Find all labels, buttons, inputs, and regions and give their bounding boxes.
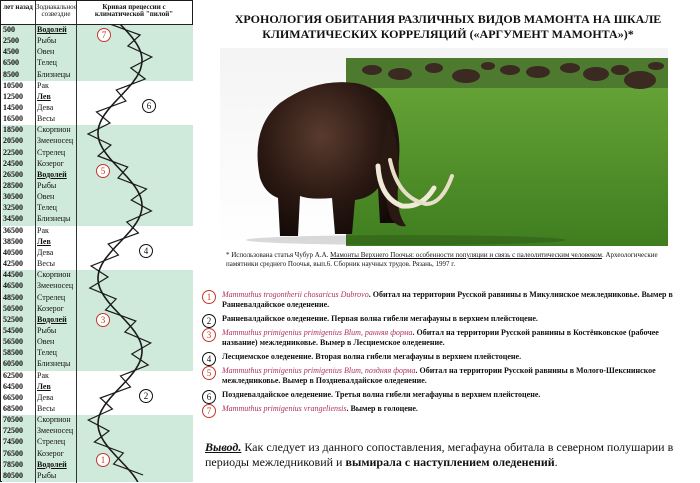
- item-number: 3: [202, 328, 216, 342]
- row-year: 68500: [3, 403, 23, 413]
- row-zodiac-sign: Водолей: [37, 169, 67, 179]
- row-year: 16500: [3, 114, 23, 124]
- period-item: [200, 366, 695, 386]
- row-zodiac-sign: Дева: [37, 103, 54, 113]
- item-number: 1: [202, 290, 216, 304]
- row-year: 12500: [3, 91, 23, 101]
- note-article-title: Мамонты Верхнего Поочья: особенности популяции и связь с палеолитическим человеком: [330, 251, 602, 259]
- row-zodiac-sign: Рыбы: [37, 325, 57, 335]
- header-zodiac: Зодиакальное созвездие: [36, 3, 77, 18]
- row-year: 38500: [3, 236, 23, 246]
- row-zodiac-sign: Водолей: [37, 25, 67, 34]
- row-year: 10500: [3, 80, 23, 90]
- row-zodiac-sign: Водолей: [37, 459, 67, 469]
- row-zodiac-sign: Лев: [37, 381, 51, 391]
- row-year: 54500: [3, 325, 23, 335]
- row-year: 2500: [3, 36, 19, 46]
- row-year: 28500: [3, 181, 23, 191]
- period-item: [200, 390, 695, 400]
- row-zodiac-sign: Лев: [37, 236, 51, 246]
- row-zodiac-sign: Лев: [37, 91, 51, 101]
- row-year: 78500: [3, 459, 23, 469]
- row-zodiac-sign: Козерог: [37, 448, 64, 458]
- item-number: 4: [202, 352, 216, 366]
- row-year: 74500: [3, 437, 23, 447]
- row-zodiac-sign: Змееносец: [37, 136, 74, 146]
- row-year: 58500: [3, 348, 23, 358]
- row-year: 36500: [3, 225, 23, 235]
- conclusion-end: .: [554, 455, 558, 469]
- note-prefix: * Использована статья Чубур А.А.: [226, 251, 331, 259]
- row-zodiac-sign: Весы: [37, 114, 56, 124]
- period-item: [200, 314, 695, 324]
- row-zodiac-sign: Близнецы: [37, 69, 71, 79]
- row-year: 34500: [3, 214, 23, 224]
- row-year: 80500: [3, 470, 23, 480]
- page-title: ХРОНОЛОГИЯ ОБИТАНИЯ РАЗЛИЧНЫХ ВИДОВ МАМОНТА НА ШКАЛЕ КЛИМАТИЧЕСКИХ КОРРЕЛЯЦИЙ («АРГУМЕНТ МАМОНТА»)*: [234, 12, 662, 41]
- precession-curve: [75, 24, 193, 482]
- row-year: 26500: [3, 169, 23, 179]
- item-text: . Вымер в голоцене.: [346, 404, 418, 413]
- row-year: 60500: [3, 359, 23, 369]
- row-year: 6500: [3, 58, 19, 68]
- item-text: Лесциемское оледенение. Вторая волна гибели мегафауны в верхнем плейстоцене.: [222, 352, 522, 361]
- period-item: [200, 290, 695, 310]
- item-latin-name: Mammuthus trogontherii chosaricus Dubrovo: [222, 290, 369, 299]
- row-zodiac-sign: Рыбы: [37, 181, 57, 191]
- row-zodiac-sign: Весы: [37, 259, 56, 269]
- column-divider: [35, 1, 36, 483]
- row-year: 8500: [3, 69, 19, 79]
- row-zodiac-sign: Рак: [37, 80, 49, 90]
- row-year: 66500: [3, 392, 23, 402]
- row-zodiac-sign: Овен: [37, 337, 55, 347]
- row-zodiac-sign: Козерог: [37, 303, 64, 313]
- period-marker: 5: [96, 164, 110, 178]
- note-suffix: . Археологические памятники среднего Поочья, вып.6. Сборник научных трудов. Рязань, 1997 г.: [226, 251, 658, 268]
- row-zodiac-sign: Рыбы: [37, 36, 57, 46]
- row-year: 500: [3, 25, 15, 34]
- row-zodiac-sign: Козерог: [37, 158, 64, 168]
- row-zodiac-sign: Скорпион: [37, 125, 71, 135]
- item-text: . Обитал на территории Русской равнины в Молого-Шекснинское межледниковье. Вымер в Поздневалдайское оледенение.: [222, 366, 656, 385]
- row-zodiac-sign: Овен: [37, 47, 55, 57]
- row-year: 62500: [3, 370, 23, 380]
- row-year: 4500: [3, 47, 19, 57]
- item-text: . Обитал на территории Русской равнины в Микулинское межледниковье. Вымер в Ранневалдайское оледенение.: [222, 290, 673, 309]
- row-zodiac-sign: Рак: [37, 225, 49, 235]
- row-zodiac-sign: Близнецы: [37, 214, 71, 224]
- row-zodiac-sign: Телец: [37, 348, 57, 358]
- row-zodiac-sign: Телец: [37, 58, 57, 68]
- conclusion-emphasis: вымирала с наступлением оледенений: [345, 455, 555, 469]
- conclusion-label: Вывод.: [205, 440, 242, 454]
- timeline-table: [0, 0, 193, 482]
- period-marker: 4: [139, 244, 153, 258]
- row-year: 76500: [3, 448, 23, 458]
- row-zodiac-sign: Близнецы: [37, 359, 71, 369]
- mammoth-photo: [220, 48, 668, 246]
- period-item: [200, 328, 695, 348]
- item-number: 7: [202, 404, 216, 418]
- item-latin-name: Mammuthus primigenius primigenius Blum, поздняя форма: [222, 366, 416, 375]
- row-year: 32500: [3, 203, 23, 213]
- row-zodiac-sign: Змееносец: [37, 281, 74, 291]
- row-year: 20500: [3, 136, 23, 146]
- header-curve: Кривая прецессии с климатической "пилой": [94, 3, 174, 18]
- header-years: лет назад: [3, 3, 33, 11]
- row-zodiac-sign: Скорпион: [37, 415, 71, 425]
- row-year: 70500: [3, 415, 23, 425]
- item-text: Ранневалдайское оледенение. Первая волна гибели мегафауны в верхнем плейстоцене.: [222, 314, 538, 323]
- period-marker: 2: [139, 389, 153, 403]
- item-latin-name: Mammuthus primigenius primigenius Blum, ранняя форма: [222, 328, 413, 337]
- row-zodiac-sign: Овен: [37, 192, 55, 202]
- row-year: 46500: [3, 281, 23, 291]
- row-year: 22500: [3, 147, 23, 157]
- row-year: 18500: [3, 125, 23, 135]
- item-number: 6: [202, 390, 216, 404]
- item-latin-name: Mammuthus primigenius vrangeliensis: [222, 404, 347, 413]
- source-footnote: [226, 251, 686, 269]
- row-year: 72500: [3, 426, 23, 436]
- row-zodiac-sign: Телец: [37, 203, 57, 213]
- row-year: 24500: [3, 158, 23, 168]
- conclusion: [205, 440, 695, 470]
- table-header: [1, 1, 192, 25]
- row-year: 30500: [3, 192, 23, 202]
- row-zodiac-sign: Змееносец: [37, 426, 74, 436]
- period-list: [200, 290, 695, 418]
- period-marker: 1: [96, 453, 110, 467]
- row-zodiac-sign: Стрелец: [37, 292, 66, 302]
- period-marker: 7: [97, 28, 111, 42]
- item-text: Поздневалдайское оледенение. Третья волна гибели мегафауны в верхнем плейстоцене.: [222, 390, 541, 399]
- row-year: 40500: [3, 247, 23, 257]
- row-zodiac-sign: Стрелец: [37, 437, 66, 447]
- row-year: 52500: [3, 314, 23, 324]
- sine-wave: [98, 24, 142, 482]
- row-year: 14500: [3, 103, 23, 113]
- item-text: . Обитал на территории Русской равнины в Костёнковское (рабочее название) межледниковье. Вымер в Лесциемское оледенение.: [222, 328, 659, 347]
- row-zodiac-sign: Рак: [37, 370, 49, 380]
- conclusion-text: Как следует из данного сопоставления, мегафауна обитала в северном полушарии в периоды межледниковий и: [205, 440, 674, 469]
- item-number: 2: [202, 314, 216, 328]
- row-zodiac-sign: Скорпион: [37, 270, 71, 280]
- period-item: [200, 404, 695, 414]
- row-year: 56500: [3, 337, 23, 347]
- row-zodiac-sign: Рыбы: [37, 470, 57, 480]
- row-year: 64500: [3, 381, 23, 391]
- period-item: [200, 352, 695, 362]
- row-zodiac-sign: Весы: [37, 403, 56, 413]
- row-year: 44500: [3, 270, 23, 280]
- row-year: 42500: [3, 259, 23, 269]
- row-year: 48500: [3, 292, 23, 302]
- row-zodiac-sign: Стрелец: [37, 147, 66, 157]
- row-year: 50500: [3, 303, 23, 313]
- row-zodiac-sign: Водолей: [37, 314, 67, 324]
- row-zodiac-sign: Дева: [37, 247, 54, 257]
- item-number: 5: [202, 366, 216, 380]
- period-marker: 3: [96, 313, 110, 327]
- period-marker: 6: [142, 99, 156, 113]
- row-zodiac-sign: Дева: [37, 392, 54, 402]
